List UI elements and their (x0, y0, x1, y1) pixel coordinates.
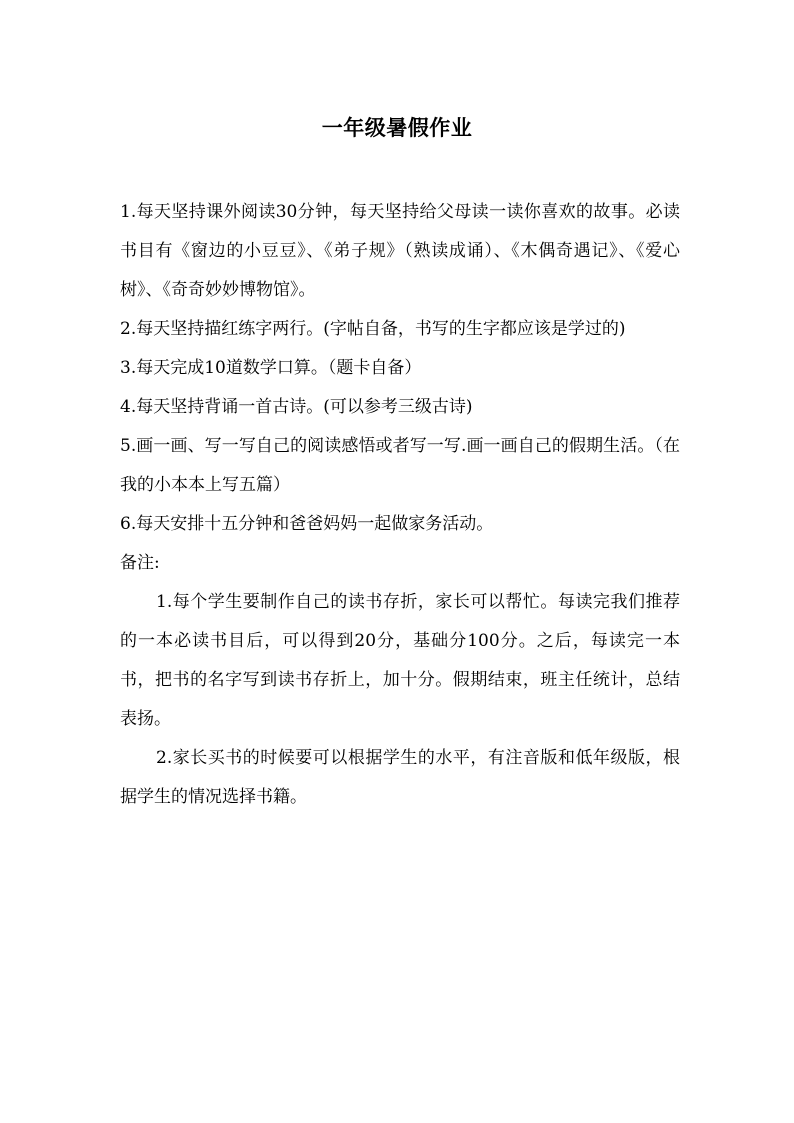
document-title: 一年级暑假作业 (321, 116, 473, 140)
note-item-2: 2.家长买书的时候要可以根据学生的水平，有注音版和低年级版，根据学生的情况选择书籍。 (120, 748, 680, 807)
homework-item-1: 1.每天坚持课外阅读30分钟，每天坚持给父母读一读你喜欢的故事。必读书目有《窗边的小豆豆》、《弟子规》（熟读成诵）、《木偶奇遇记》、《爱心树》、《奇奇妙妙博物馆》。 (120, 202, 680, 300)
notes-label: 备注: (120, 553, 160, 573)
homework-item-6: 6.每天安排十五分钟和爸爸妈妈一起做家务活动。 (120, 514, 494, 534)
homework-item-5: 5.画一画、写一写自己的阅读感悟或者写一写.画一画自己的假期生活。（在我的小本本上写五篇） (120, 436, 680, 495)
homework-item-3: 3.每天完成10道数学口算。（题卡自备） (120, 358, 422, 378)
note-item-1: 1.每个学生要制作自己的读书存折，家长可以帮忙。每读完我们推荐的一本必读书目后，可以得到20分，基础分100分。之后，每读完一本书，把书的名字写到读书存折上，加十分。假期结束，班主任统计，总结表扬。 (120, 592, 680, 729)
document-body (120, 193, 680, 817)
homework-item-2: 2.每天坚持描红练字两行。(字帖自备，书写的生字都应该是学过的) (120, 319, 626, 339)
homework-item-4: 4.每天坚持背诵一首古诗。(可以参考三级古诗) (120, 397, 473, 417)
